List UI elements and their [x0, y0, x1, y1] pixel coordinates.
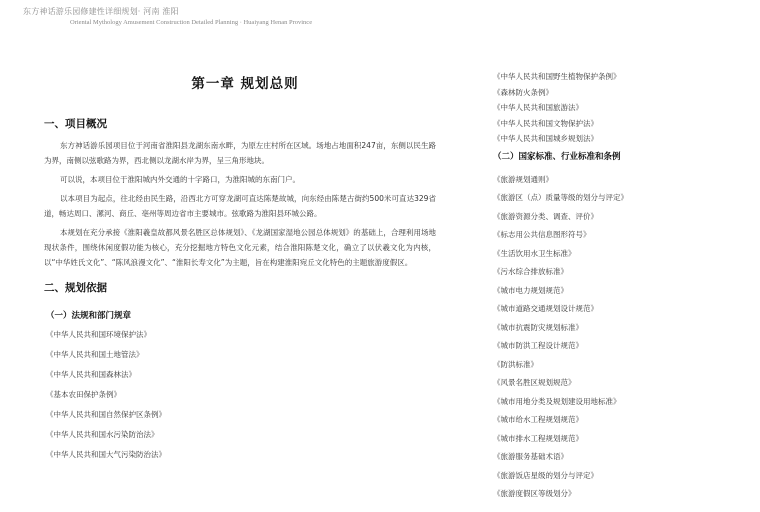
- paragraph: 本规划在充分承接《淮阳羲皇故都风景名胜区总体规划》、《龙湖国家湿地公园总体规划》的基础上，合理利用场地现状条件，围绕休闲度假功能为核心，充分挖掘地方特色文化元素，结合淮阳陈楚文化，确立了以伏羲文化为内核，以“中华姓氏文化”、“陈风浪漫文化”、“淮阳长寿文化”为主题，旨在构建淮阳宛丘文化特色的主题旅游度假区。: [44, 228, 436, 267]
- list-item: 《中华人民共和国野生植物保护条例》: [493, 72, 621, 81]
- subsection-title-standards: （二）国家标准、行业标准和条例: [493, 151, 621, 162]
- list-item: 《旅游资源分类、调查、评价》: [493, 211, 598, 221]
- list-item: 《旅游规划通则》: [493, 174, 553, 184]
- list-item: 《中华人民共和国水污染防治法》: [46, 430, 159, 439]
- list-item: 《城市给水工程规划规范》: [493, 415, 583, 424]
- list-item: 《中华人民共和国旅游法》: [493, 103, 583, 112]
- chapter-title: 第一章 规划总则: [191, 76, 299, 92]
- list-item: 《城市道路交通规划设计规范》: [493, 304, 598, 313]
- list-item: 《城市用地分类及规划建设用地标准》: [493, 396, 621, 406]
- list-item: 《风景名胜区规划规范》: [493, 378, 576, 387]
- header-title-cn: 东方神话游乐园修建性详细规划· 河南 淮阳: [23, 7, 179, 16]
- list-item: 《旅游度假区等级划分》: [493, 489, 576, 498]
- header-title-en: Oriental Mythology Amusement Construction Detailed Planning · Huaiyang Henan Province: [70, 19, 313, 26]
- list-item: 《中华人民共和国文物保护法》: [493, 118, 598, 128]
- section-title-project-overview: 一、项目概况: [44, 118, 107, 130]
- section-title-planning-basis: 二、规划依据: [44, 282, 107, 294]
- list-item: 《基本农田保护条例》: [46, 390, 121, 399]
- list-item: 《旅游饭店星级的划分与评定》: [493, 470, 598, 480]
- list-item: 《中华人民共和国土地管法》: [46, 350, 144, 359]
- list-item: 《中华人民共和国环境保护法》: [46, 330, 151, 339]
- list-item: 《标志用公共信息图形符号》: [493, 230, 591, 239]
- list-item: 《城市防洪工程设计规范》: [493, 341, 583, 350]
- list-item: 《城市电力规划规范》: [493, 285, 568, 295]
- list-item: 《防洪标准》: [493, 359, 538, 369]
- list-item: 《城市排水工程规划规范》: [493, 433, 583, 443]
- paragraph: 东方神话游乐园项目位于河南省淮阳县龙湖东南水畔，为原左庄村所在区域。场地占地面积247亩，东侧以民生路为界，南侧以弦歌路为界，西北侧以龙湖水岸为界，呈三角形地块。: [44, 141, 436, 165]
- list-item: 《森林防火条例》: [493, 87, 553, 97]
- list-item: 《旅游区（点）质量等级的划分与评定》: [493, 193, 628, 202]
- list-item: 《旅游服务基础术语》: [493, 452, 568, 461]
- list-item: 《生活饮用水卫生标准》: [493, 248, 576, 258]
- list-item: 《中华人民共和国大气污染防治法》: [46, 450, 166, 459]
- list-item: 《中华人民共和国自然保护区条例》: [46, 410, 166, 419]
- list-item: 《城市抗震防灾规划标准》: [493, 322, 583, 332]
- right-column: [493, 70, 743, 506]
- subsection-title-laws: （一）法规和部门规章: [46, 311, 132, 321]
- list-item: 《中华人民共和国城乡规划法》: [493, 134, 598, 143]
- list-item: 《污水综合排放标准》: [493, 267, 568, 276]
- paragraph: 可以说，本项目位于淮阳城内外交通的十字路口，为淮阳城的东南门户。: [60, 175, 300, 184]
- paragraph: 以本项目为起点，往北经由民生路，沿西北方可穿龙湖可直达陈楚故城，向东经由陈楚古街约500米可直达329省道，畅达周口、漯河、商丘、亳州等周边省市主要城市。弦歌路为淮阳县环城公路。: [44, 194, 436, 218]
- list-item: 《中华人民共和国森林法》: [46, 370, 136, 379]
- left-column: [44, 72, 436, 468]
